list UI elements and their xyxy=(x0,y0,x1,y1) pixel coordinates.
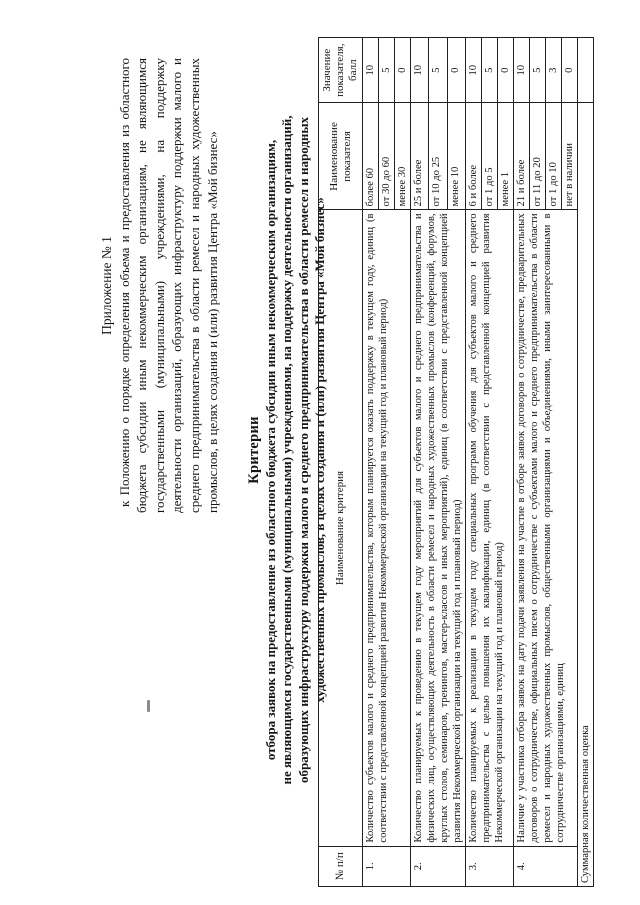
row-number: 4. xyxy=(514,846,578,886)
score-cell: 10 xyxy=(466,38,482,103)
score-cell: 0 xyxy=(447,38,465,103)
appendix-text: к Положению о порядке определения объема и предоставления из областного бюджета субсидии иным некоммерческим организациям, не являющимся государственными (муниципальными) учреждениями, на поддержку деятельности организаций, образующих инфраструктуру поддержки малого и среднего предпринимательства в области ремесел и народных художественных промыслов, в целях создания и (или) развития Центра «Мой бизнес» xyxy=(116,58,220,513)
title-line-2: не являющимся государственными (муниципальными) учреждениями, на поддержку деятельности организаций, xyxy=(279,115,294,785)
document-title xyxy=(246,35,329,865)
criteria-table xyxy=(318,37,594,887)
title-line-3: образующих инфраструктуру поддержки малого и среднего предпринимательства в области ремесел и народных xyxy=(295,116,311,784)
indicator-cell: от 10 до 25 xyxy=(429,103,447,210)
row-number: 1. xyxy=(363,846,411,886)
indicator-cell: от 1 до 10 xyxy=(546,103,562,210)
header-indicator: Наименование показателя xyxy=(319,103,363,210)
row-number: 3. xyxy=(466,846,514,886)
indicator-cell: 6 и более xyxy=(466,103,482,210)
indicator-cell: менее 1 xyxy=(498,103,514,210)
score-cell: 5 xyxy=(482,38,498,103)
indicator-cell: менее 10 xyxy=(447,103,465,210)
table-row xyxy=(363,38,379,887)
indicator-cell: нет в наличии xyxy=(562,103,578,210)
header-value: Значение показателя, балл xyxy=(319,38,363,103)
score-cell: 10 xyxy=(411,38,429,103)
indicator-cell: от 11 до 20 xyxy=(530,103,546,210)
row-number: 2. xyxy=(411,846,466,886)
indicator-cell: более 60 xyxy=(363,103,379,210)
title-main: Критерии xyxy=(246,416,262,484)
score-cell: 3 xyxy=(546,38,562,103)
header-criterion: Наименование критерия xyxy=(319,210,363,846)
summary-row xyxy=(578,38,594,887)
appendix-heading: Приложение № 1 xyxy=(99,236,114,335)
table-header-row xyxy=(319,38,363,887)
title-line-1: отбора заявок на предоставление из областного бюджета субсидии иным некоммерческим организациям, xyxy=(262,139,278,761)
criterion-text: Наличие у участника отбора заявок на дату подачи заявления на участие в отборе заявок договоров о сотрудничестве, предварительных договоров о сотрудничестве, официальных писем о сотрудничестве с субъектами малого и среднего предпринимательства в области ремесел и народных художественных промыслов, общественными организациями и объединениями, иными заинтересованными в сотрудничестве организациями, единиц xyxy=(514,210,578,846)
table-row xyxy=(514,38,530,887)
score-cell: 0 xyxy=(498,38,514,103)
score-cell: 5 xyxy=(379,38,395,103)
criterion-text: Количество субъектов малого и среднего предпринимательства, которым планируется оказать поддержку в текущем году, единиц (в соответствии с представленной концепцией развития Некоммерческой организации на текущий год и плановый период) xyxy=(363,210,411,846)
table-row xyxy=(411,38,429,887)
table-row xyxy=(466,38,482,887)
title-line-4: художественных промыслов, в целях создания и (или) развития Центра «Мой бизнес» xyxy=(312,197,327,703)
summary-label: Суммарная количественная оценка xyxy=(578,103,594,887)
header-num: № п/п xyxy=(319,846,363,886)
indicator-cell: от 30 до 60 xyxy=(379,103,395,210)
indicator-cell: 21 и более xyxy=(514,103,530,210)
indicator-cell: от 1 до 5 xyxy=(482,103,498,210)
appendix-block xyxy=(98,58,221,513)
score-cell: 0 xyxy=(395,38,411,103)
criterion-text: Количество планируемых к проведению в текущем году мероприятий для субъектов малого и среднего предпринимательства и физических лиц, осуществляющих деятельность в области ремесел и народных художественных промыслов (конференций, форумов, круглых столов, семинаров, тренингов, мастер-классов и иных мероприятий), единиц (в соответствии с представленной концепцией развития Некоммерческой организации на текущий год и плановый период) xyxy=(411,210,466,846)
indicator-cell: 25 и более xyxy=(411,103,429,210)
score-cell: 5 xyxy=(429,38,447,103)
score-cell: 5 xyxy=(530,38,546,103)
score-cell: 0 xyxy=(562,38,578,103)
summary-value xyxy=(578,38,594,103)
criterion-text: Количество планируемых к реализации в текущем году специальных программ обучения для субъектов малого и среднего предпринимательства с целью повышения их квалификации, единиц (в соответствии с представленной концепцией развития Некоммерческой организации на текущий год и плановый период) xyxy=(466,210,514,846)
score-cell: 10 xyxy=(514,38,530,103)
indicator-cell: менее 30 xyxy=(395,103,411,210)
score-cell: 10 xyxy=(363,38,379,103)
